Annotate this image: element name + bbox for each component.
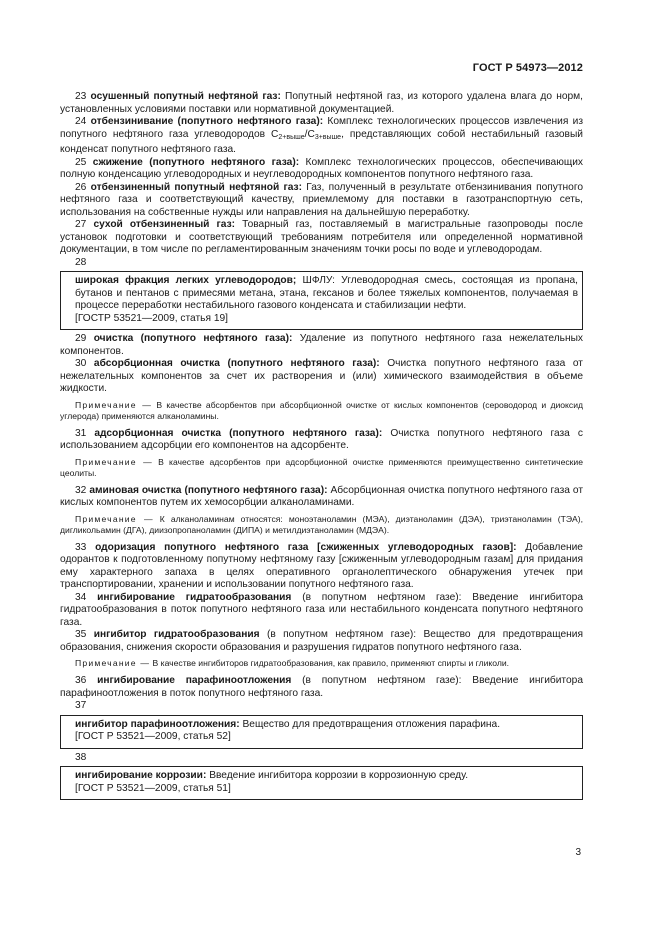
term-name: сжижение (попутного нефтяного газа): — [92, 156, 300, 168]
subscript: 3+выше — [314, 133, 342, 141]
term-28-number: 28 — [75, 256, 87, 268]
term-33 — [60, 542, 583, 592]
term-28 — [75, 275, 578, 313]
note-label: Примечание — — [75, 658, 151, 668]
term-number: 29 — [75, 333, 87, 344]
standard-code: ГОСТ Р 54973—2012 — [472, 62, 583, 74]
term-37-box — [60, 715, 583, 749]
term-37 — [75, 719, 578, 732]
term-23 — [60, 91, 583, 116]
term-definition: Добавление одорантов к подготовленному попутному нефтяному газу [сжиженным углеводородным газам] для придания ему характерного запаха в целях оперативного органолептического обнаружения утечек при транспортировании, хранении и использовании попутного нефтяного газа. — [60, 541, 583, 590]
term-name: ингибитор парафиноотложения: — [75, 718, 240, 730]
term-name: абсорбционная очистка (попутного нефтяного газа): — [93, 358, 380, 369]
note-text: К алканоламинам относятся: моноэтаноламин (МЭА), диэтаноламин (ДЭА), триэтаноламин (ТЭА), дигликольамин (ДГА), диизопропаноламин (ДИПА) и метилдиэтаноламин (МДЭА). — [60, 513, 583, 535]
source-reference: [ГОСТР 53521—2009, статья 19] — [75, 312, 228, 324]
term-25 — [60, 157, 583, 182]
term-name: одоризация попутного нефтяного газа [сжиженных углеводородных газов]: — [95, 541, 517, 553]
term-name: ингибитор гидратообразования — [93, 629, 260, 640]
terms-section — [60, 91, 583, 803]
term-definition: Комплекс технологических процессов, обеспечивающих полную конденсацию углеводородных и неуглеводородных компонентов попутного нефтяного газа. — [60, 156, 584, 180]
term-number: 30 — [75, 358, 87, 369]
term-name: ингибирование гидратообразования — [97, 591, 292, 603]
term-definition: Попутный нефтяной газ, из которого удалена влага до норм, установленных условиями поставки или нормативной документацией. — [60, 91, 583, 115]
term-name: адсорбционная очистка (попутного нефтяного газа): — [94, 427, 383, 439]
term-definition: ШФЛУ: Углеводородная смесь, состоящая из пропана, бутанов и пентанов с примесями метана, этана, гексанов и более тяжелых компонентов, получаемая в процессе переработки нестабильного газового конденсата и стабилизации нефти. — [75, 275, 578, 311]
note-text: В качестве абсорбентов при абсорбционной очистке от кислых компонентов (сероводород и диоксид углерода) применяются алканоламины. — [60, 399, 584, 421]
term-definition: (в попутном нефтяном газе): Введение ингибитора гидратообразования в поток попутного нефтяного газа или нестабильного конденсата попутного нефтяного газа. — [60, 591, 583, 628]
term-24 — [60, 116, 583, 157]
term-38-box — [60, 766, 583, 800]
term-37-number: 37 — [75, 700, 87, 711]
term-number: 32 — [75, 484, 87, 496]
term-28-box — [60, 271, 583, 330]
note-text: В качестве ингибиторов гидратообразования, как правило, применяют спирты и гликоли. — [152, 658, 510, 668]
note-text: В качестве адсорбентов при адсорбционной очистке применяются преимущественно синтетические цеолиты. — [60, 456, 584, 478]
term-definition: Удаление из попутного нефтяного газа нежелательных компонентов. — [60, 333, 583, 357]
page-number: 3 — [575, 847, 581, 858]
term-number: 33 — [75, 541, 87, 553]
term-36 — [60, 675, 583, 700]
term-26 — [60, 182, 583, 220]
term-32 — [60, 485, 583, 510]
term-29 — [60, 333, 583, 358]
term-30 — [60, 358, 583, 396]
term-name: ингибирование коррозии: — [75, 770, 207, 781]
note-32 — [60, 514, 583, 536]
term-definition: Товарный газ, поставляемый в магистральные газопроводы после установок подготовки и соответствующий требованиям потребителя или определенной нормативной документации, в том числе по регламентированным значениям точки росы по воде и углеводородам. — [60, 219, 583, 255]
term-name: отбензиненный попутный нефтяной газ: — [90, 181, 303, 193]
term-number: 34 — [75, 591, 87, 603]
term-name: широкая фракция легких углеводородов; — [75, 275, 297, 286]
source-reference: [ГОСТ Р 53521—2009, статья 51] — [75, 782, 231, 794]
subscript: 2+выше — [278, 133, 305, 141]
term-definition: (в попутном нефтяном газе): Введение ингибитора парафиноотложения в поток попутного нефтяного газа. — [60, 675, 583, 699]
term-definition: Газ, полученный в результате отбензинивания попутного нефтяного газа и соответствующий качеству, приемлемому для поставки в газотранспортную сеть, использования на собственные нужды или направления на дальнейшую переработку. — [60, 181, 583, 218]
term-name: осушенный попутный нефтяной газ: — [90, 91, 281, 102]
term-definition: Очистка попутного нефтяного газа с использованием адсорбции его компонентов на адсорбенте. — [60, 427, 583, 451]
term-definition: Вещество для предотвращения отложения парафина. — [242, 718, 501, 730]
term-name: очистка (попутного нефтяного газа): — [93, 333, 293, 344]
note-label: Примечание — — [75, 513, 154, 524]
term-38-number: 38 — [75, 751, 87, 763]
term-number: 24 — [75, 116, 87, 127]
term-number: 36 — [75, 675, 87, 686]
term-name: аминовая очистка (попутного нефтяного газа): — [89, 484, 328, 496]
term-31 — [60, 428, 583, 453]
term-definition: Очистка попутного нефтяного газа от нежелательных компонентов за счет их растворения и (или) химического взаимодействия в объеме жидкости. — [60, 358, 583, 394]
term-number: 23 — [75, 91, 87, 102]
term-number: 25 — [75, 156, 87, 168]
term-name: сухой отбензиненный газ: — [93, 219, 236, 230]
term-number: 35 — [75, 629, 87, 640]
term-name: ингибирование парафиноотложения — [97, 675, 292, 686]
term-definition: Комплекс технологических процессов извлечения из попутного нефтяного газа углеводородов C — [60, 116, 583, 140]
term-number: 31 — [75, 427, 87, 439]
note-31 — [60, 457, 583, 479]
note-label: Примечание — — [75, 399, 153, 410]
note-35 — [60, 658, 583, 669]
term-27 — [60, 219, 583, 257]
term-definition: (в попутном нефтяном газе): Вещество для предотвращения образования, снижения скорости образования и разрушения гидратов попутного нефтяного газа. — [60, 629, 583, 653]
term-name: отбензинивание (попутного нефтяного газа): — [90, 116, 324, 127]
source-reference: [ГОСТ Р 53521—2009, статья 52] — [75, 731, 231, 742]
term-definition: Введение ингибитора коррозии в коррозионную среду. — [209, 770, 469, 781]
term-35 — [60, 629, 583, 654]
term-number: 27 — [75, 219, 87, 230]
note-label: Примечание — — [75, 456, 153, 467]
term-38 — [75, 770, 578, 783]
note-30 — [60, 400, 583, 422]
term-number: 26 — [75, 181, 87, 193]
term-definition: Абсорбционная очистка попутного нефтяного газа от кислых компонентов путем их хемосорбции алканоламинами. — [60, 484, 583, 508]
term-34 — [60, 592, 583, 630]
term-definition: /C — [304, 128, 315, 140]
term-definition: , представляющих собой нестабильный газовый конденсат попутного нефтяного газа. — [60, 128, 583, 155]
